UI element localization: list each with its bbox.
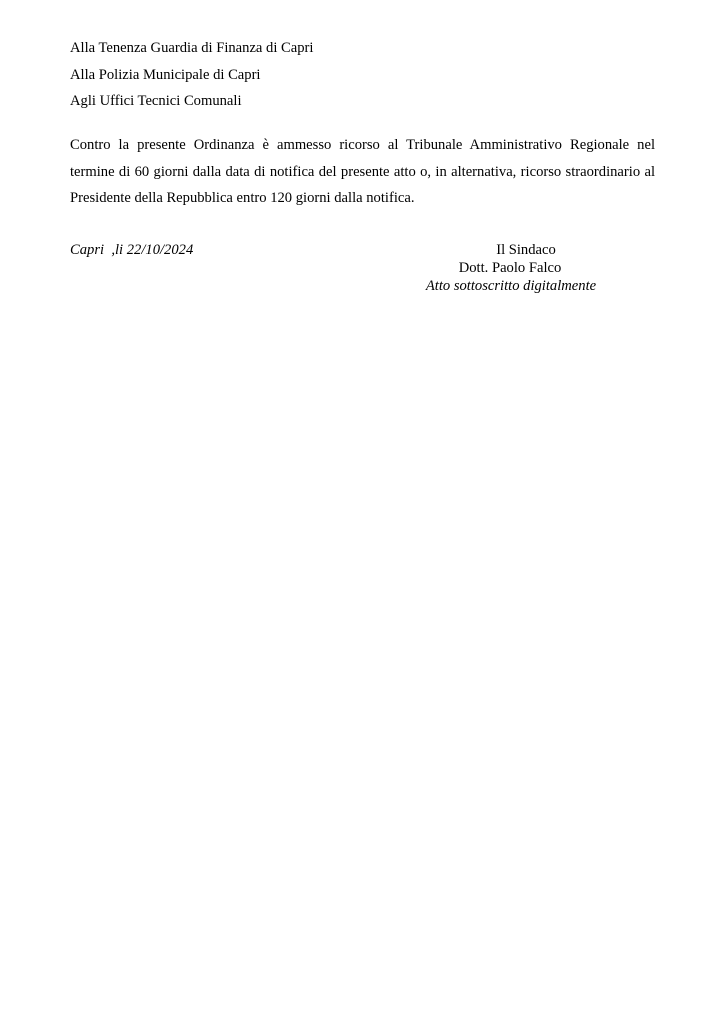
signatory-title: Il Sindaco <box>496 242 556 258</box>
recipient-line: Alla Polizia Municipale di Capri <box>70 66 261 83</box>
signatory-name: Dott. Paolo Falco <box>458 260 562 276</box>
signature-block <box>390 241 630 295</box>
digital-signature-note: Atto sottoscritto digitalmente <box>425 278 597 294</box>
recipients-list <box>70 35 670 115</box>
recipient-line: Agli Uffici Tecnici Comunali <box>70 93 242 109</box>
appeal-notice-paragraph: Contro la presente Ordinanza è ammesso ricorso al Tribunale Amministrativo Regionale nel termine di 60 giorni dalla data di notifica del presente atto o, in alternativa, ricorso straordinario al Presidente della Repubblica entro 120 giorni dalla notifica. <box>70 137 655 206</box>
place-date: Capri ,li 22/10/2024 <box>70 242 194 258</box>
recipient-line: Alla Tenenza Guardia di Finanza di Capri <box>70 40 314 56</box>
